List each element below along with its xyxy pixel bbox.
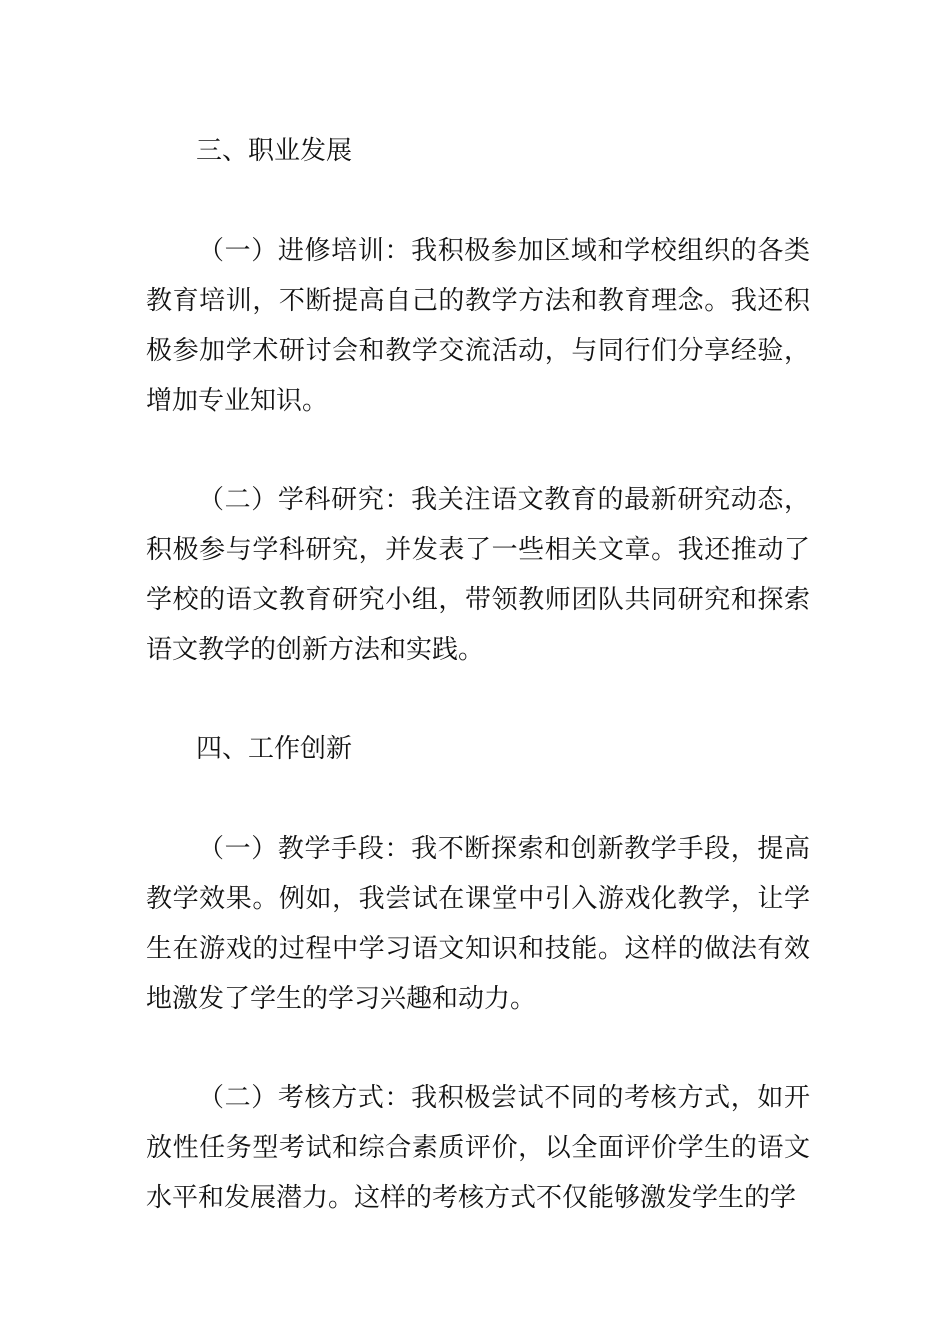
paragraph-teaching-methods: （一）教学手段：我不断探索和创新教学手段，提高教学效果。例如，我尝试在课堂中引入游戏化教学，让学生在游戏的过程中学习语文知识和技能。这样的做法有效地激发了学生的学习兴趣和动力。 [146, 834, 810, 1014]
paragraph-subject-research: （二）学科研究：我关注语文教育的最新研究动态，积极参与学科研究，并发表了一些相关文章。我还推动了学校的语文教育研究小组，带领教师团队共同研究和探索语文教学的创新方法和实践。 [146, 485, 810, 665]
section-heading-work-innovation: 四、工作创新 [196, 734, 353, 764]
section-heading-career-development: 三、职业发展 [196, 136, 353, 166]
paragraph-training: （一）进修培训：我积极参加区域和学校组织的各类教育培训，不断提高自己的教学方法和教育理念。我还积极参加学术研讨会和教学交流活动，与同行们分享经验，增加专业知识。 [146, 236, 810, 416]
paragraph-assessment-methods: （二）考核方式：我积极尝试不同的考核方式，如开放性任务型考试和综合素质评价，以全面评价学生的语文水平和发展潜力。这样的考核方式不仅能够激发学生的学 [146, 1083, 810, 1213]
